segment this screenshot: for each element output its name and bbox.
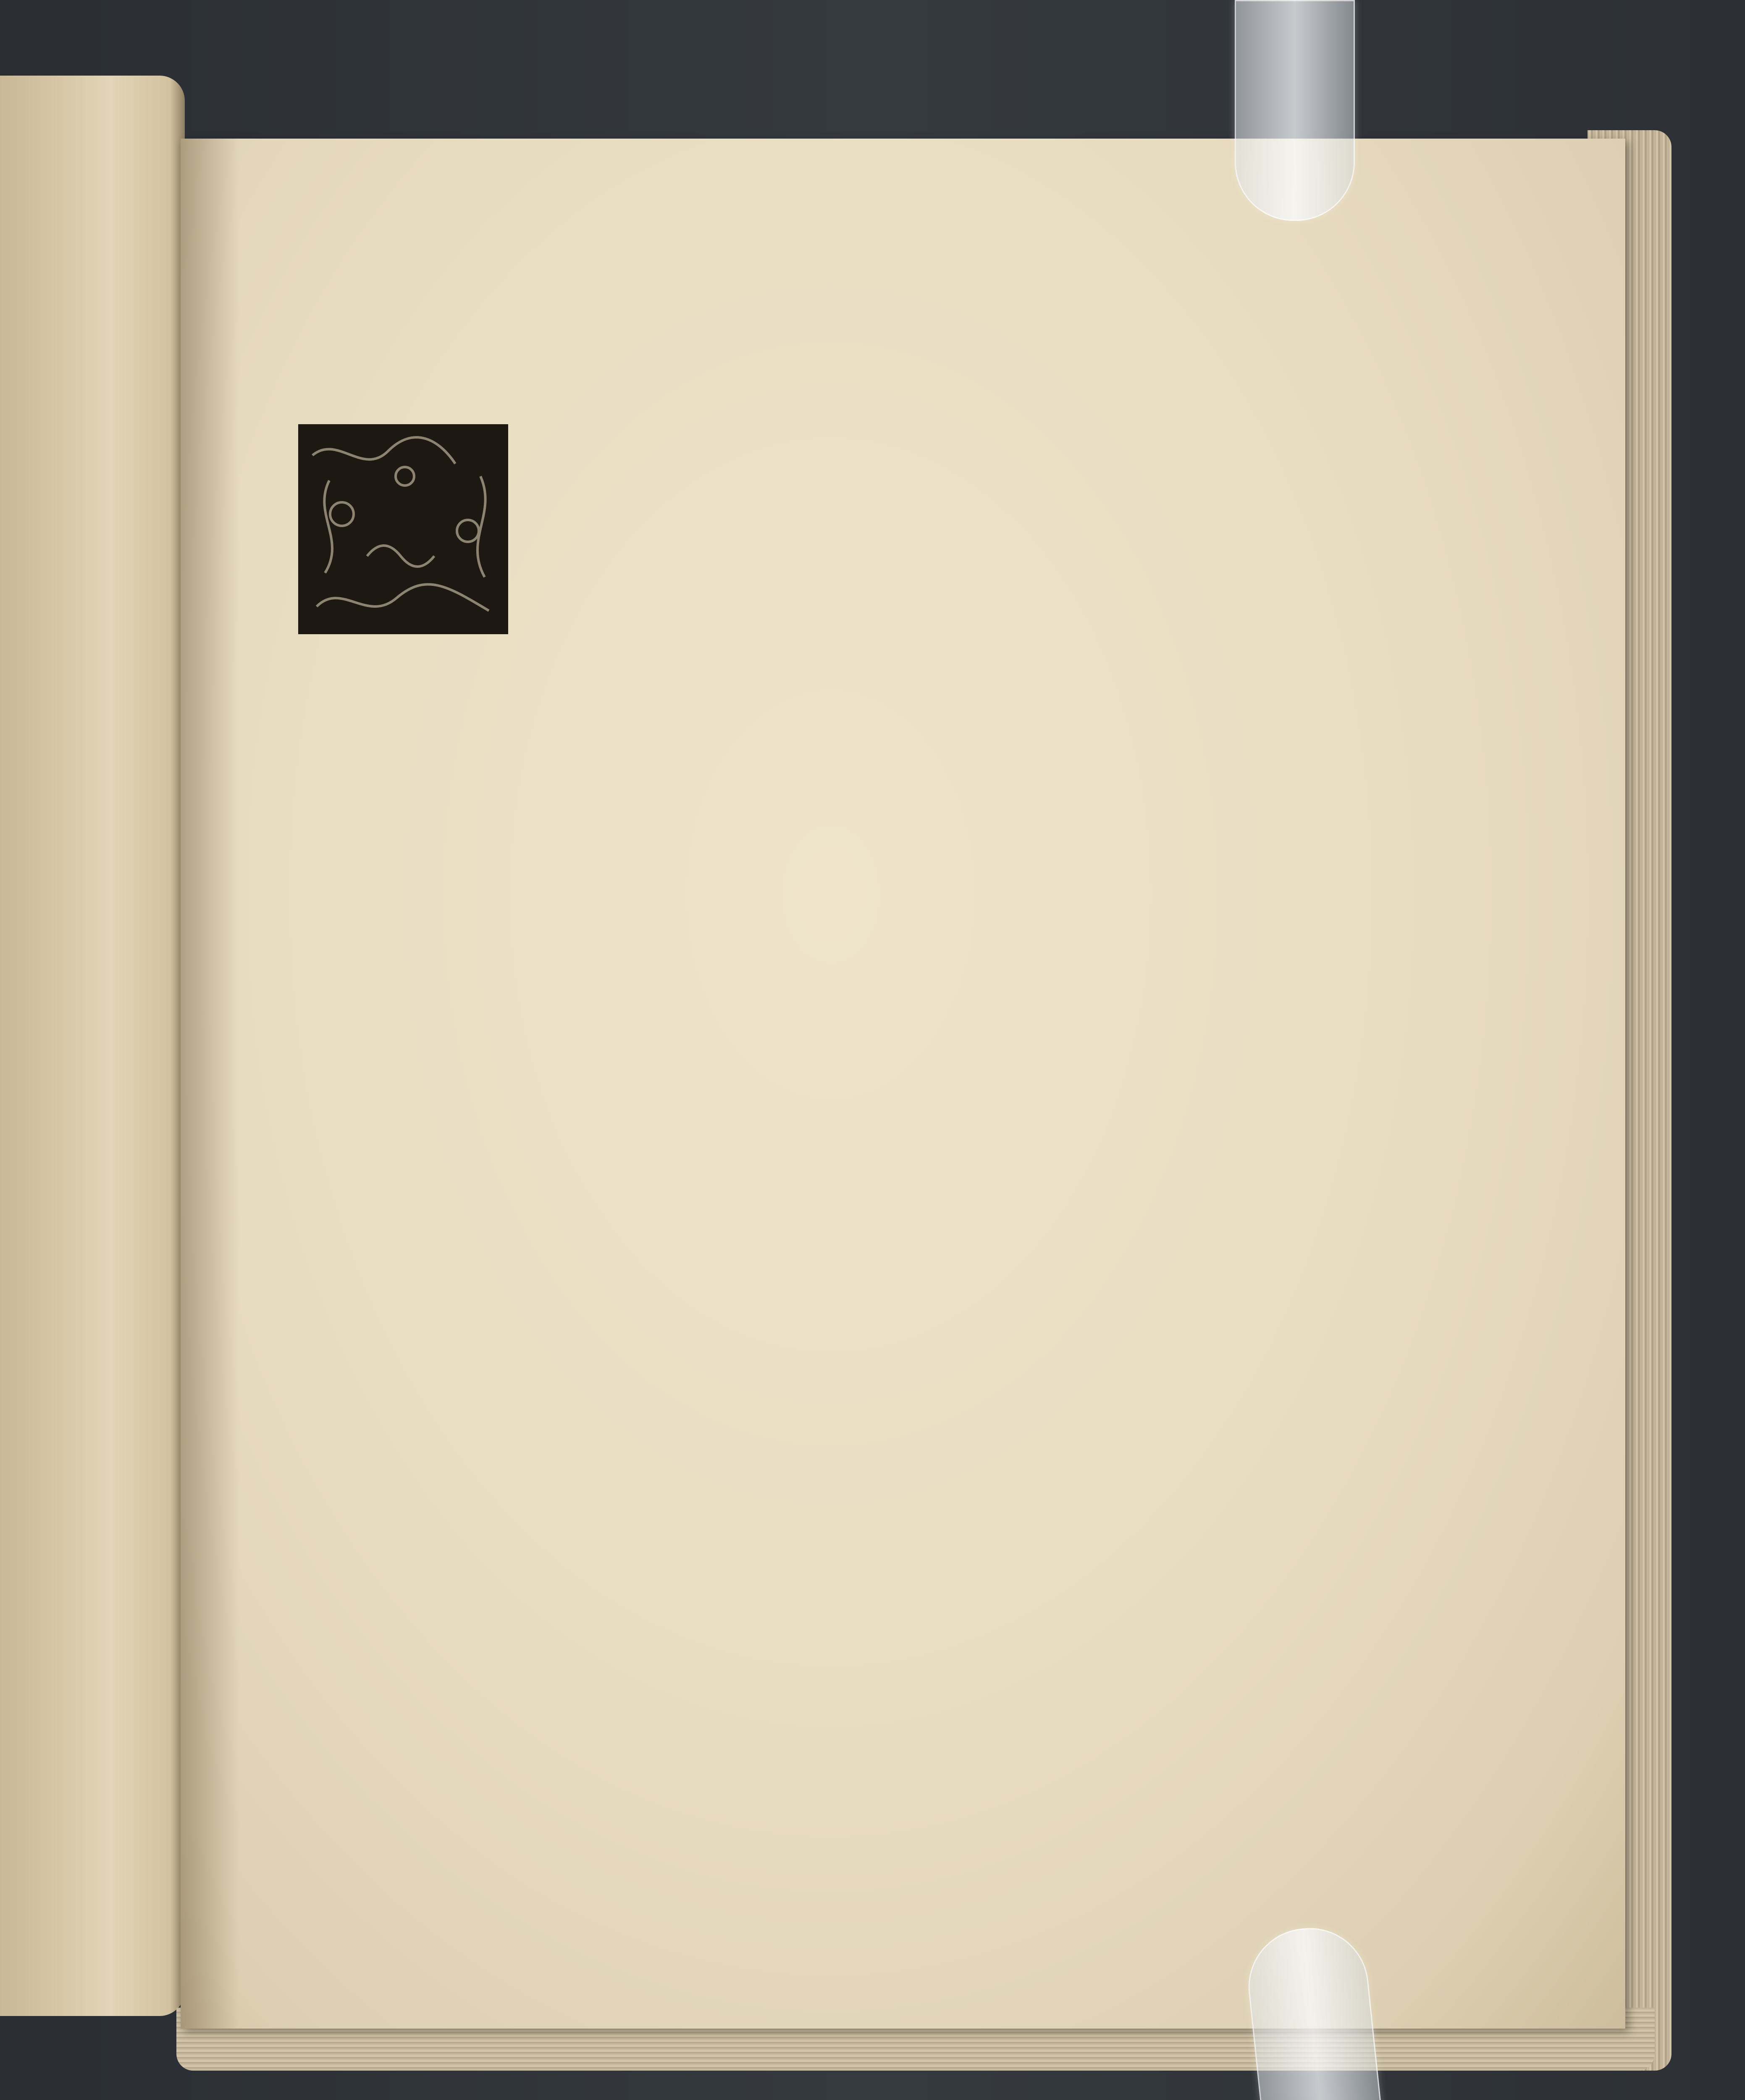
facing-page-left — [0, 76, 185, 2016]
book-page — [181, 139, 1625, 2029]
page-footer-line — [298, 424, 1365, 487]
book-clamp-top — [1235, 0, 1355, 221]
main-text-block — [298, 244, 1365, 487]
section-heading — [298, 290, 1365, 374]
show-through-text — [1231, 1516, 1321, 1594]
